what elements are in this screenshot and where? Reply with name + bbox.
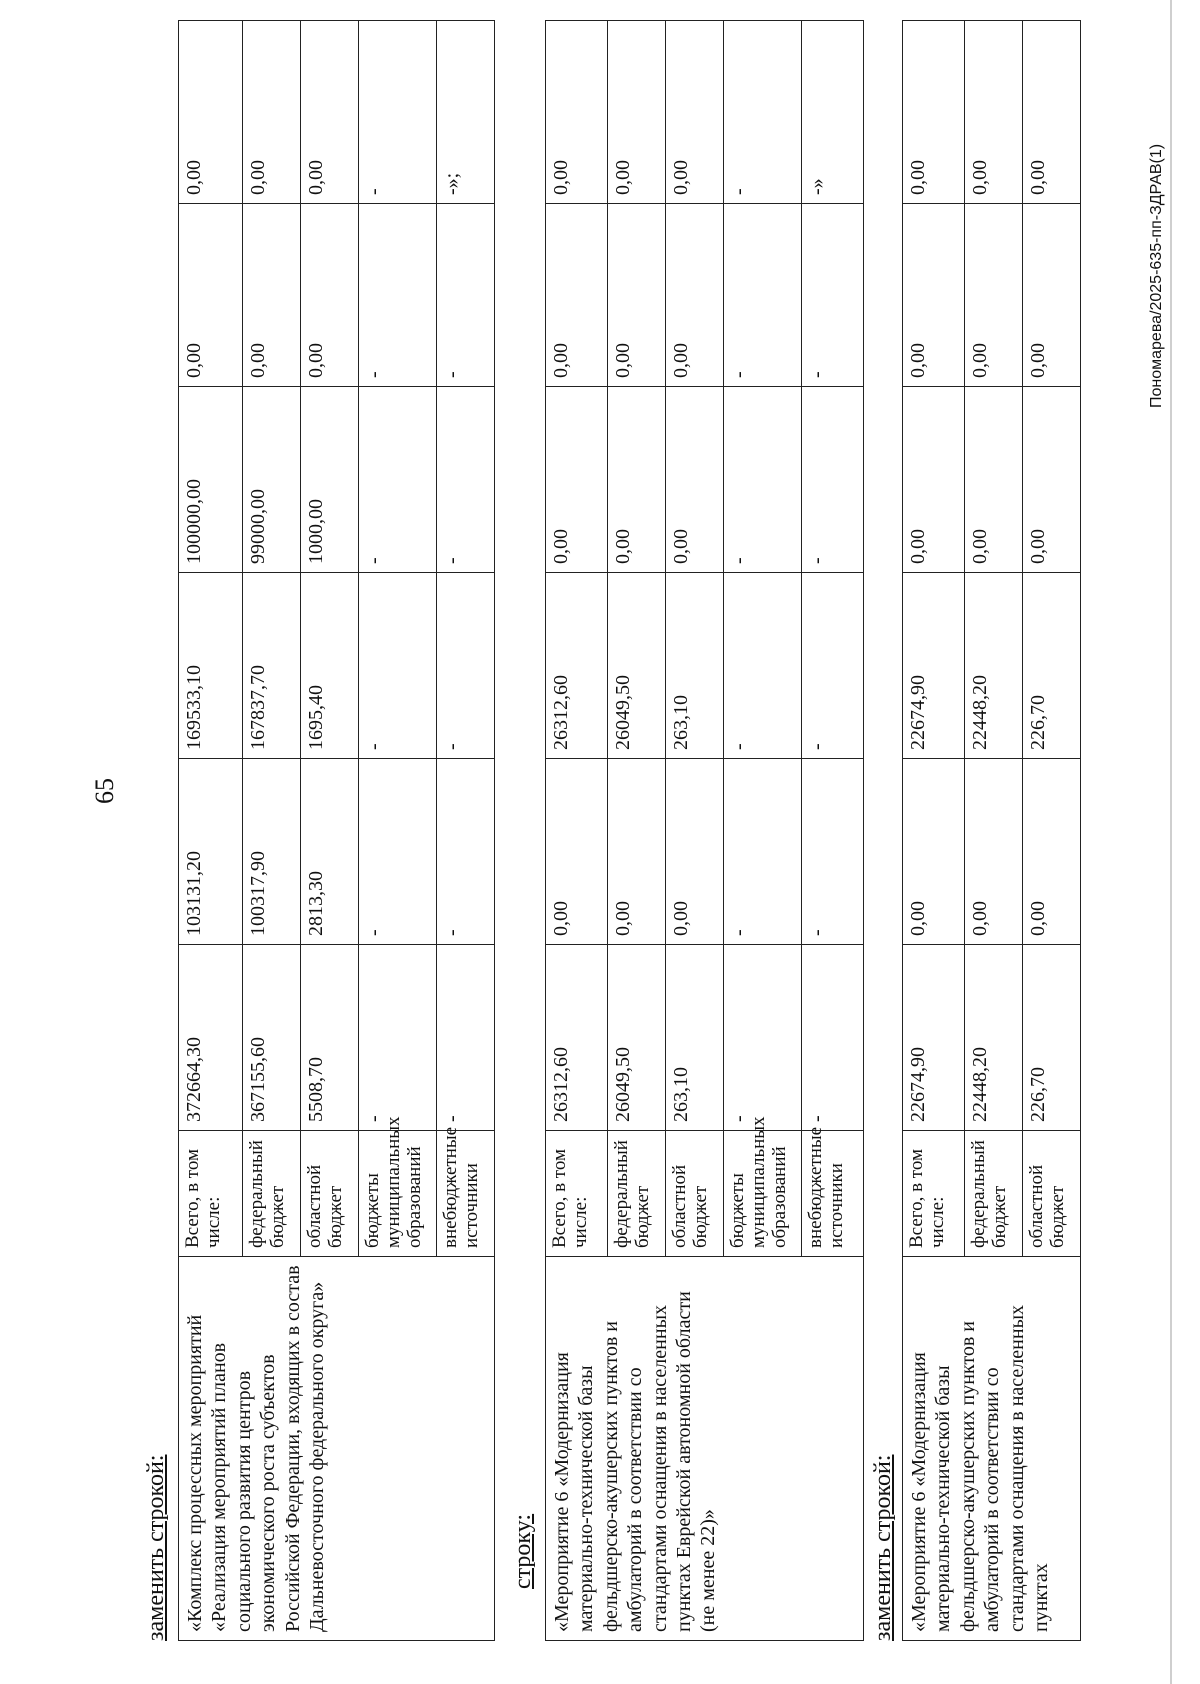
value-year-5: 0,00 bbox=[179, 21, 243, 204]
value-year-1: 2813,30 bbox=[301, 759, 359, 945]
value-year-5: 0,00 bbox=[546, 21, 608, 204]
budget-table-3 bbox=[902, 20, 1081, 1641]
value-year-3: 1000,00 bbox=[301, 387, 359, 573]
value-year-3: 0,00 bbox=[666, 387, 724, 573]
value-year-2: - bbox=[359, 573, 437, 759]
value-year-1: - bbox=[359, 759, 437, 945]
value-year-1: - bbox=[802, 759, 864, 945]
value-year-3: 0,00 bbox=[965, 387, 1023, 573]
source-label: федеральный бюджет bbox=[243, 1131, 301, 1257]
value-year-2: 263,10 bbox=[666, 573, 724, 759]
source-label: областной бюджет bbox=[1023, 1131, 1081, 1257]
value-total: - bbox=[359, 945, 437, 1131]
table-row bbox=[179, 21, 243, 1641]
table-row bbox=[903, 21, 965, 1641]
value-year-2: 167837,70 bbox=[243, 573, 301, 759]
value-total: 22674,90 bbox=[903, 945, 965, 1131]
intro-replace-1: заменить строкой: bbox=[143, 1454, 169, 1641]
value-year-3: 0,00 bbox=[1023, 387, 1081, 573]
source-label: внебюджетные источники bbox=[437, 1131, 495, 1257]
value-total: - bbox=[802, 945, 864, 1131]
value-year-2: 226,70 bbox=[1023, 573, 1081, 759]
value-year-1: - bbox=[437, 759, 495, 945]
value-total: 372664,30 bbox=[179, 945, 243, 1131]
value-total: 367155,60 bbox=[243, 945, 301, 1131]
source-label: федеральный бюджет bbox=[965, 1131, 1023, 1257]
value-total: 5508,70 bbox=[301, 945, 359, 1131]
value-year-1: 0,00 bbox=[1023, 759, 1081, 945]
value-year-1: - bbox=[724, 759, 802, 945]
value-year-4: 0,00 bbox=[243, 204, 301, 387]
value-year-1: 0,00 bbox=[546, 759, 608, 945]
value-year-3: 100000,00 bbox=[179, 387, 243, 573]
table-row bbox=[546, 21, 608, 1641]
source-label: бюджеты муниципальных образований bbox=[359, 1131, 437, 1257]
budget-table-2 bbox=[545, 20, 864, 1641]
document-footer-id: Пономарева/2025-635-пп-ЗДРАВ(1) bbox=[1148, 143, 1165, 408]
value-year-3: - bbox=[359, 387, 437, 573]
value-year-1: 0,00 bbox=[903, 759, 965, 945]
value-year-2: 1695,40 bbox=[301, 573, 359, 759]
value-year-5: - bbox=[724, 21, 802, 204]
value-year-4: - bbox=[437, 204, 495, 387]
value-year-4: 0,00 bbox=[301, 204, 359, 387]
source-label: внебюджетные источники bbox=[802, 1131, 864, 1257]
value-total: 226,70 bbox=[1023, 945, 1081, 1131]
value-year-4: 0,00 bbox=[546, 204, 608, 387]
page-number: 65 bbox=[90, 778, 119, 804]
value-year-3: 99000,00 bbox=[243, 387, 301, 573]
value-year-2: 26312,60 bbox=[546, 573, 608, 759]
value-year-2: - bbox=[437, 573, 495, 759]
source-label: областной бюджет bbox=[666, 1131, 724, 1257]
source-label: бюджеты муниципальных образований bbox=[724, 1131, 802, 1257]
value-year-1: 0,00 bbox=[666, 759, 724, 945]
value-year-3: - bbox=[437, 387, 495, 573]
value-year-3: 0,00 bbox=[903, 387, 965, 573]
value-year-1: 0,00 bbox=[965, 759, 1023, 945]
value-year-1: 103131,20 bbox=[179, 759, 243, 945]
value-year-2: 26049,50 bbox=[608, 573, 666, 759]
value-year-5: 0,00 bbox=[1023, 21, 1081, 204]
value-year-4: 0,00 bbox=[903, 204, 965, 387]
value-year-2: 22674,90 bbox=[903, 573, 965, 759]
value-year-4: 0,00 bbox=[965, 204, 1023, 387]
value-year-5: 0,00 bbox=[965, 21, 1023, 204]
value-year-4: 0,00 bbox=[179, 204, 243, 387]
program-title: «Комплекс процессных мероприятий «Реализация мероприятий планов социального развития центров экономического роста субъектов Российской Федерации, входящих в состав Дальневосточного федерального округа» bbox=[179, 1257, 495, 1641]
value-year-4: 0,00 bbox=[608, 204, 666, 387]
measure-title: «Мероприятие 6 «Модернизация материально-технической базы фельдшерско-акушерских пунктов и амбулаторий в соответствии со стандартами оснащения в населенных пунктах bbox=[903, 1257, 1081, 1641]
value-total: 26049,50 bbox=[608, 945, 666, 1131]
value-year-2: - bbox=[802, 573, 864, 759]
value-year-4: - bbox=[802, 204, 864, 387]
value-year-3: 0,00 bbox=[608, 387, 666, 573]
source-label: областной бюджет bbox=[301, 1131, 359, 1257]
value-total: 22448,20 bbox=[965, 945, 1023, 1131]
budget-table-1 bbox=[178, 20, 495, 1641]
value-year-5: 0,00 bbox=[666, 21, 724, 204]
value-total: 26312,60 bbox=[546, 945, 608, 1131]
value-year-4: - bbox=[359, 204, 437, 387]
value-year-5: 0,00 bbox=[903, 21, 965, 204]
value-year-4: 0,00 bbox=[666, 204, 724, 387]
value-year-5: -»; bbox=[437, 21, 495, 204]
value-year-3: - bbox=[802, 387, 864, 573]
source-label: Всего, в том числе: bbox=[903, 1131, 965, 1257]
value-year-2: - bbox=[724, 573, 802, 759]
value-total: - bbox=[437, 945, 495, 1131]
value-year-4: - bbox=[724, 204, 802, 387]
value-year-5: 0,00 bbox=[608, 21, 666, 204]
value-year-5: -» bbox=[802, 21, 864, 204]
value-year-5: 0,00 bbox=[301, 21, 359, 204]
source-label: Всего, в том числе: bbox=[179, 1131, 243, 1257]
value-total: 263,10 bbox=[666, 945, 724, 1131]
value-year-1: 0,00 bbox=[608, 759, 666, 945]
source-label: федеральный бюджет bbox=[608, 1131, 666, 1257]
source-label: Всего, в том числе: bbox=[546, 1131, 608, 1257]
value-year-2: 22448,20 bbox=[965, 573, 1023, 759]
intro-row-2: строку: bbox=[510, 1513, 536, 1589]
value-year-2: 169533,10 bbox=[179, 573, 243, 759]
intro-replace-3: заменить строкой: bbox=[870, 1454, 896, 1641]
value-year-3: 0,00 bbox=[546, 387, 608, 573]
value-year-1: 100317,90 bbox=[243, 759, 301, 945]
value-year-5: - bbox=[359, 21, 437, 204]
value-year-4: 0,00 bbox=[1023, 204, 1081, 387]
value-year-5: 0,00 bbox=[243, 21, 301, 204]
value-year-3: - bbox=[724, 387, 802, 573]
value-total: - bbox=[724, 945, 802, 1131]
measure-title: «Мероприятие 6 «Модернизация материально-технической базы фельдшерско-акушерских пунктов и амбулаторий в соответствии со стандартами оснащения в населенных пунктах Еврейской автономной области (не менее 22)» bbox=[546, 1257, 864, 1641]
